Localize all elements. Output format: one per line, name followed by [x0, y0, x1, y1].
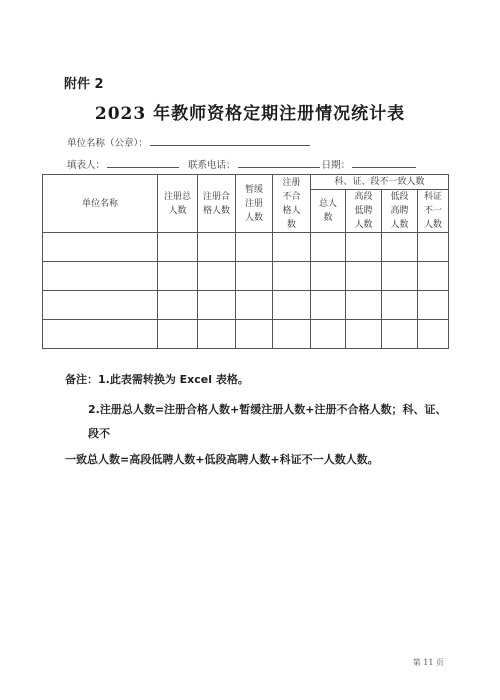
page-number: 第 11 页 [412, 658, 444, 667]
col-unit-name: 单位名称 [43, 175, 158, 233]
contact-line [67, 157, 418, 171]
col-deferred: 暂缓 注册 人数 [236, 175, 273, 233]
col-subject-mismatch: 科证 不一 人数 [418, 190, 449, 233]
table-cell[interactable] [346, 233, 382, 262]
col-group-mismatch: 科、证、段不一致人数 [311, 175, 449, 190]
unit-name-line [67, 135, 312, 149]
notes-section [65, 368, 455, 472]
attachment-label: 附件 2 [64, 77, 104, 92]
table-cell[interactable] [418, 262, 449, 291]
col-qualified: 注册合 格人数 [198, 175, 236, 233]
filler-field[interactable] [107, 158, 179, 168]
table-cell[interactable] [273, 262, 311, 291]
table-cell[interactable] [43, 291, 158, 320]
table-cell[interactable] [236, 291, 273, 320]
table-cell[interactable] [236, 262, 273, 291]
table-cell[interactable] [418, 233, 449, 262]
table-row [43, 320, 449, 349]
phone-label: 联系电话： [188, 160, 236, 171]
page-title: 2023 年教师资格定期注册情况统计表 [94, 104, 406, 124]
unit-name-label: 单位名称（公章）： [67, 138, 148, 149]
table-cell[interactable] [311, 320, 346, 349]
table-cell[interactable] [382, 262, 418, 291]
table-cell[interactable] [418, 291, 449, 320]
table-cell[interactable] [236, 233, 273, 262]
registration-table [42, 174, 449, 349]
table-cell[interactable] [382, 320, 418, 349]
table-cell[interactable] [273, 291, 311, 320]
note-2: 2.注册总人数=注册合格人数+暂缓注册人数+注册不合格人数；科、证、段不 [88, 403, 447, 440]
phone-field[interactable] [238, 158, 320, 168]
table-cell[interactable] [346, 291, 382, 320]
unit-name-field[interactable] [150, 136, 310, 146]
table-cell[interactable] [198, 262, 236, 291]
table-cell[interactable] [198, 233, 236, 262]
col-unqualified: 注册 不合 格人 数 [273, 175, 311, 233]
table-cell[interactable] [273, 233, 311, 262]
table-row [43, 262, 449, 291]
col-low-high: 低段 高聘 人数 [382, 190, 418, 233]
date-label: 日期： [321, 160, 351, 171]
table-cell[interactable] [311, 262, 346, 291]
table-row [43, 233, 449, 262]
note-1: 备注：1.此表需转换为 Excel 表格。 [65, 373, 249, 386]
table-cell[interactable] [158, 291, 198, 320]
filler-label: 填表人： [67, 160, 106, 171]
table-cell[interactable] [346, 320, 382, 349]
table-row [43, 291, 449, 320]
table-cell[interactable] [158, 262, 198, 291]
table-cell[interactable] [158, 320, 198, 349]
table-cell[interactable] [418, 320, 449, 349]
table-cell[interactable] [382, 291, 418, 320]
table-cell[interactable] [158, 233, 198, 262]
note-2-continued: 一致总人数=高段低聘人数+低段高聘人数+科证不一人数人数。 [65, 453, 379, 466]
table-cell[interactable] [311, 233, 346, 262]
table-cell[interactable] [43, 320, 158, 349]
date-field[interactable] [352, 158, 416, 168]
table-cell[interactable] [311, 291, 346, 320]
table-cell[interactable] [346, 262, 382, 291]
table-cell[interactable] [198, 320, 236, 349]
table-cell[interactable] [236, 320, 273, 349]
table-cell[interactable] [43, 233, 158, 262]
table-cell[interactable] [273, 320, 311, 349]
col-total-registered: 注册总 人数 [158, 175, 198, 233]
col-high-low: 高段 低聘 人数 [346, 190, 382, 233]
table-cell[interactable] [382, 233, 418, 262]
col-mismatch-total: 总人 数 [311, 190, 346, 233]
table-cell[interactable] [43, 262, 158, 291]
table-cell[interactable] [198, 291, 236, 320]
